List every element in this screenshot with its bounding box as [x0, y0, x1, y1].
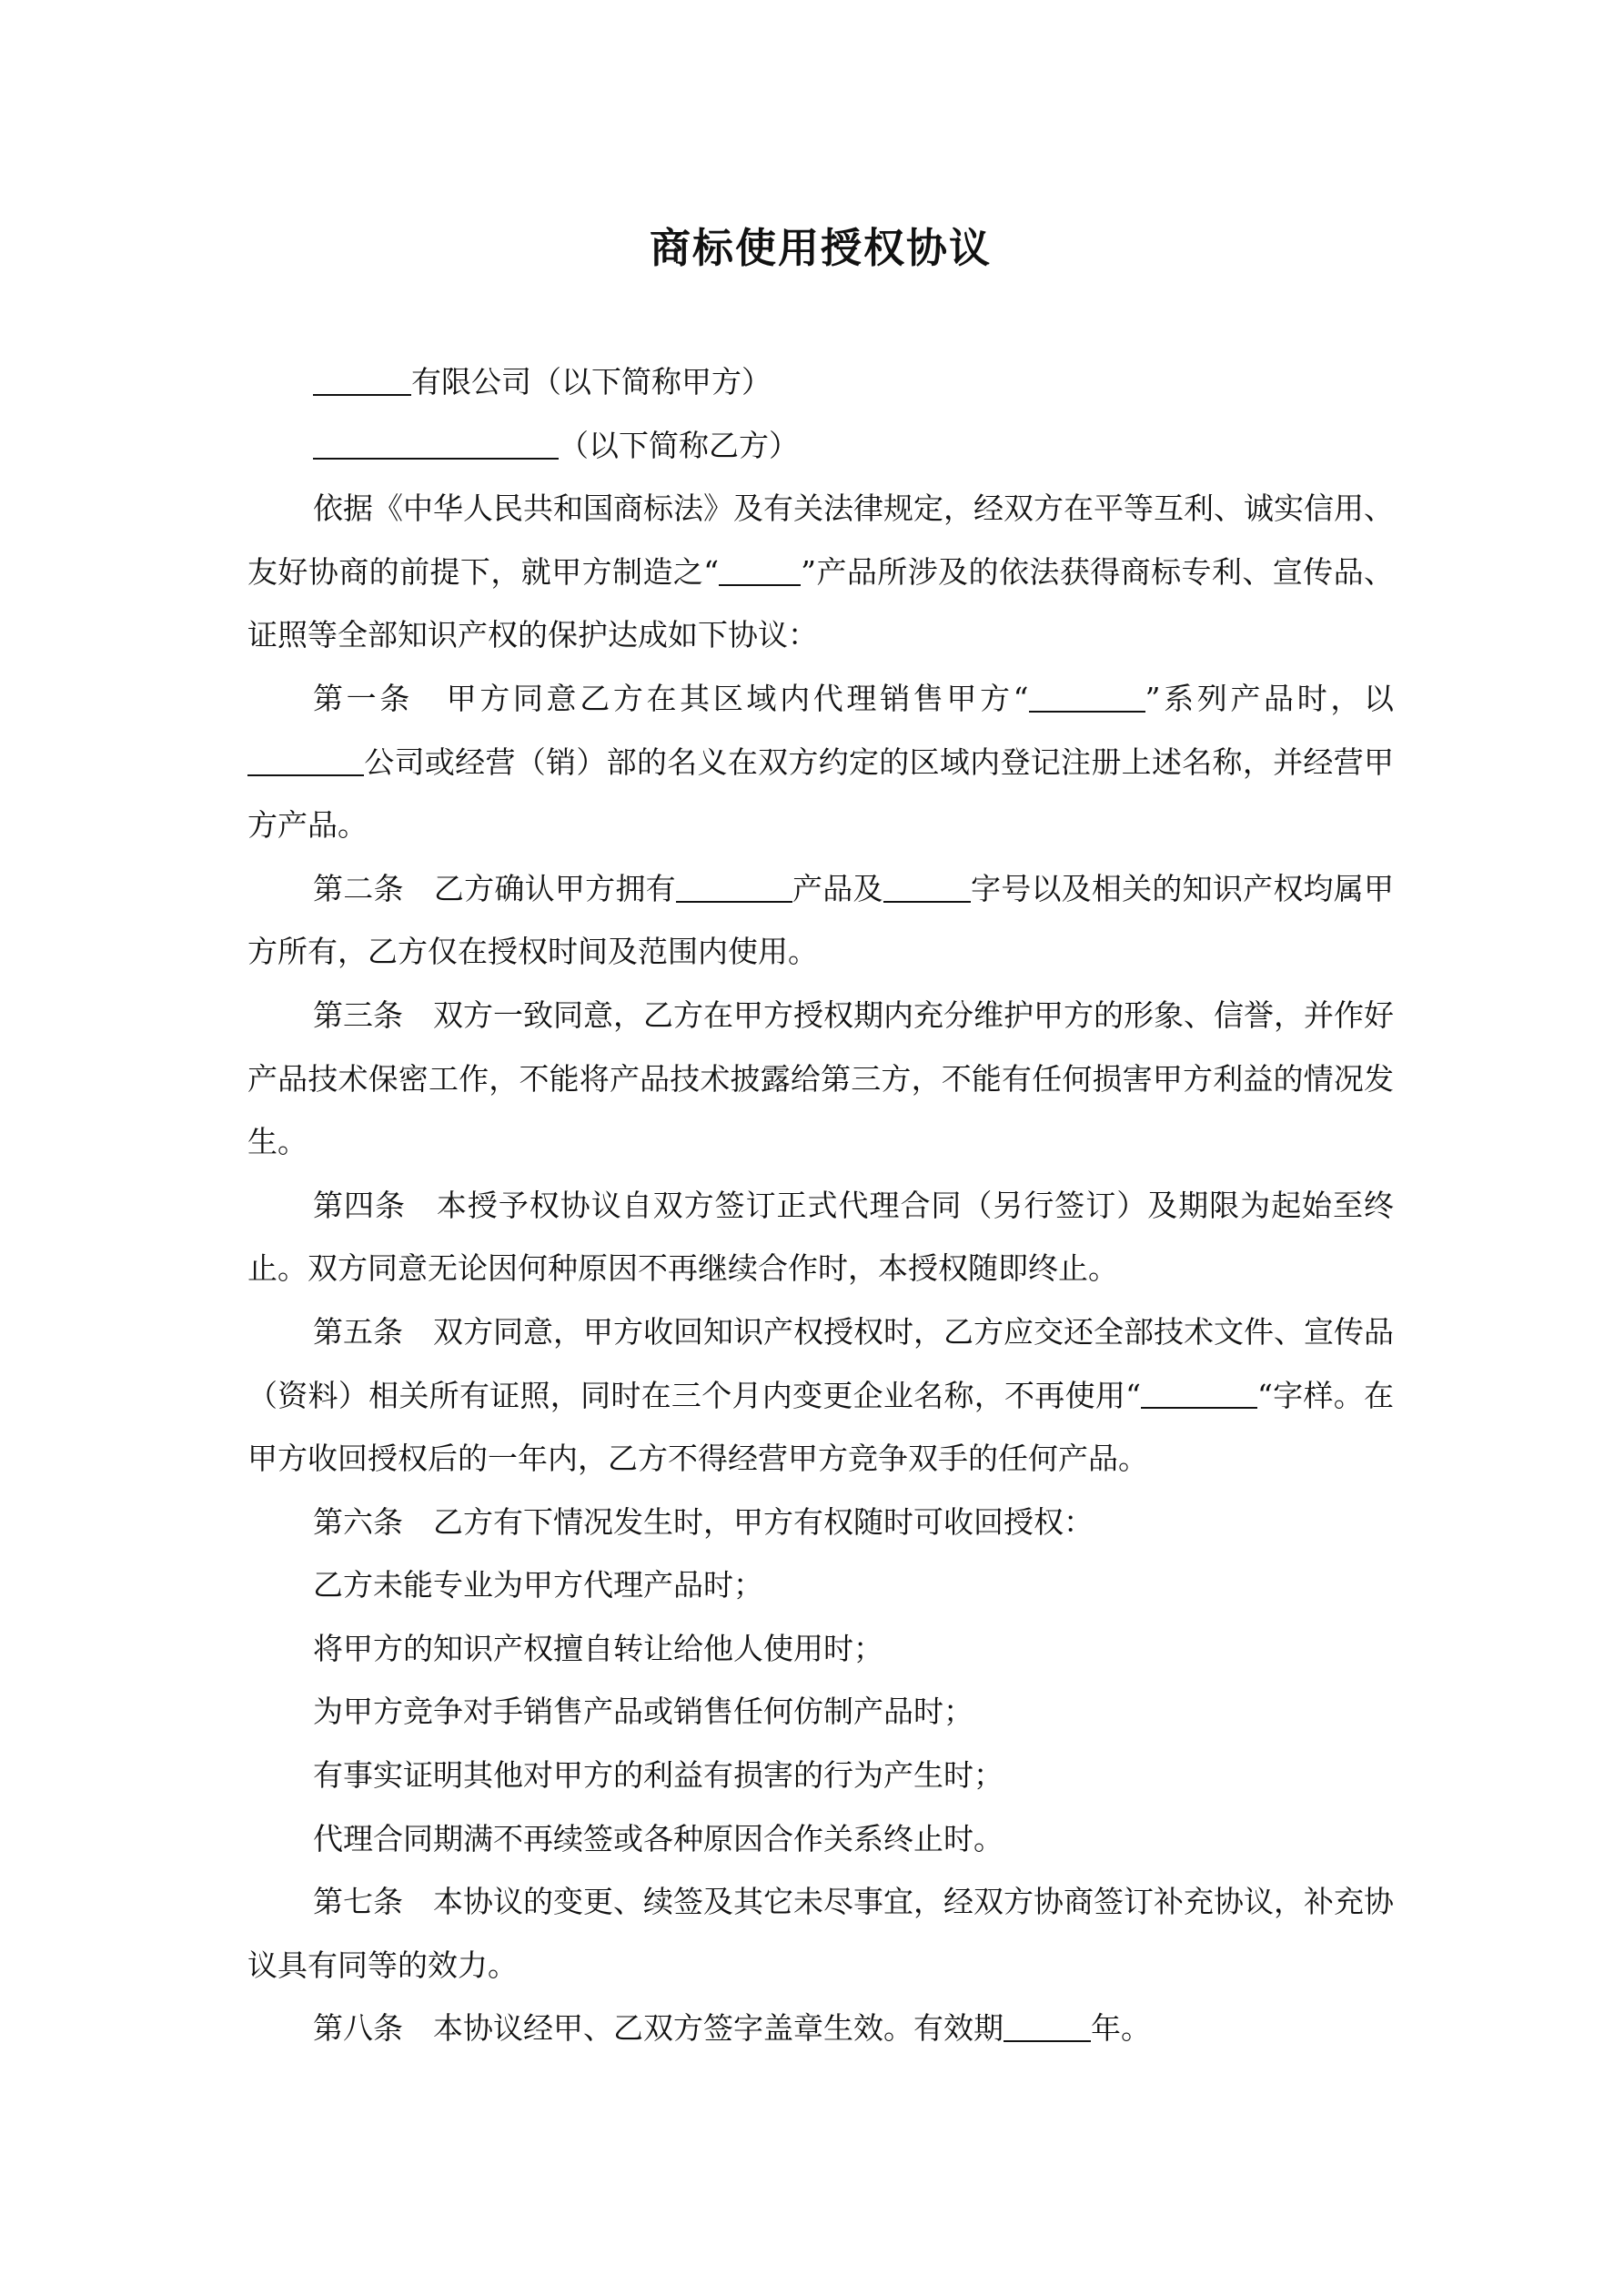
party-a-line — [247, 350, 1394, 414]
article-2-text-2: 产品及 — [792, 870, 883, 906]
article-5 — [247, 1300, 1394, 1491]
article-6-item: 代理合同期满不再续签或各种原因合作关系终止时。 — [313, 1820, 1004, 1856]
document-body — [247, 350, 1394, 2060]
article-1 — [247, 667, 1394, 857]
party-b-line — [247, 414, 1394, 478]
blank-field — [313, 364, 411, 396]
article-2-text-3: 字号以及相关的知识产权均属甲方所有，乙方仅在授权时间及范围内使用。 — [247, 870, 1395, 970]
article-7: 第七条 本协议的变更、续签及其它未尽事宜，经双方协商签订补充协议，补充协议具有同等的效力。 — [247, 1884, 1394, 1983]
article-8-text-1: 第八条 本协议经甲、乙双方签字盖章生效。有效期 — [313, 2010, 1004, 2047]
article-6-item: 乙方未能专业为甲方代理产品时； — [313, 1567, 763, 1603]
article-6-item: 有事实证明其他对甲方的利益有损害的行为产生时； — [313, 1757, 1004, 1794]
article-1-text-1: 第一条 甲方同意乙方在其区域内代理销售甲方“ — [313, 680, 1029, 716]
blank-field — [247, 744, 364, 776]
article-6: 第六条 乙方有下情况发生时，甲方有权随时可收回授权： — [313, 1503, 1094, 1540]
preamble-text-1: 依据《中华人民共和国商标法》及有关法律规定，经双方在平等互利、诚实信用、友好协商的前提下，就甲方制造之“ — [247, 491, 1394, 590]
blank-field — [719, 554, 801, 586]
article-8 — [247, 1997, 1394, 2060]
article-1-text-2: ”系列产品时，以 — [1145, 680, 1394, 716]
preamble-paragraph — [247, 477, 1394, 667]
article-8-text-2: 年。 — [1091, 2010, 1151, 2047]
article-6-item: 为甲方竞争对手销售产品或销售任何仿制产品时； — [313, 1694, 973, 1730]
blank-field — [1004, 2010, 1091, 2042]
blank-field — [1141, 1377, 1257, 1409]
party-b-text: （以下简称乙方） — [559, 427, 799, 463]
blank-field — [313, 428, 559, 460]
article-2-text-1: 第二条 乙方确认甲方拥有 — [313, 870, 676, 906]
article-3: 第三条 双方一致同意，乙方在甲方授权期内充分维护甲方的形象、信誉，并作好产品技术保密工作，不能将产品技术披露给第三方，不能有任何损害甲方利益的情况发生。 — [247, 996, 1394, 1160]
party-a-text: 有限公司（以下简称甲方） — [411, 364, 772, 400]
blank-field — [883, 871, 971, 903]
blank-field — [1029, 681, 1145, 713]
article-4: 第四条 本授予权协议自双方签订正式代理合同（另行签订）及期限为起始至终止。双方同意无论因何种原因不再继续合作时，本授权随即终止。 — [247, 1187, 1394, 1287]
document-title: 商标使用授权协议 — [649, 224, 992, 272]
article-5-text-1: 第五条 双方同意，甲方收回知识产权授权时，乙方应交还全部技术文件、宣传品（资料）相关所有证照，同时在三个月内变更企业名称，不再使用“ — [247, 1313, 1394, 1413]
article-5-text-2: “字样。在甲方收回授权后的一年内，乙方不得经营甲方竞争双手的任何产品。 — [247, 1377, 1394, 1477]
blank-field — [676, 871, 792, 903]
preamble-text-2: ”产品所涉及的依法获得商标专利、宣传品、证照等全部知识产权的保护达成如下协议： — [247, 553, 1395, 653]
article-1-text-3: 公司或经营（销）部的名义在双方约定的区域内登记注册上述名称，并经营甲方产品。 — [247, 743, 1394, 844]
article-6-item: 将甲方的知识产权擅自转让给他人使用时； — [313, 1630, 883, 1666]
article-2 — [247, 857, 1394, 984]
